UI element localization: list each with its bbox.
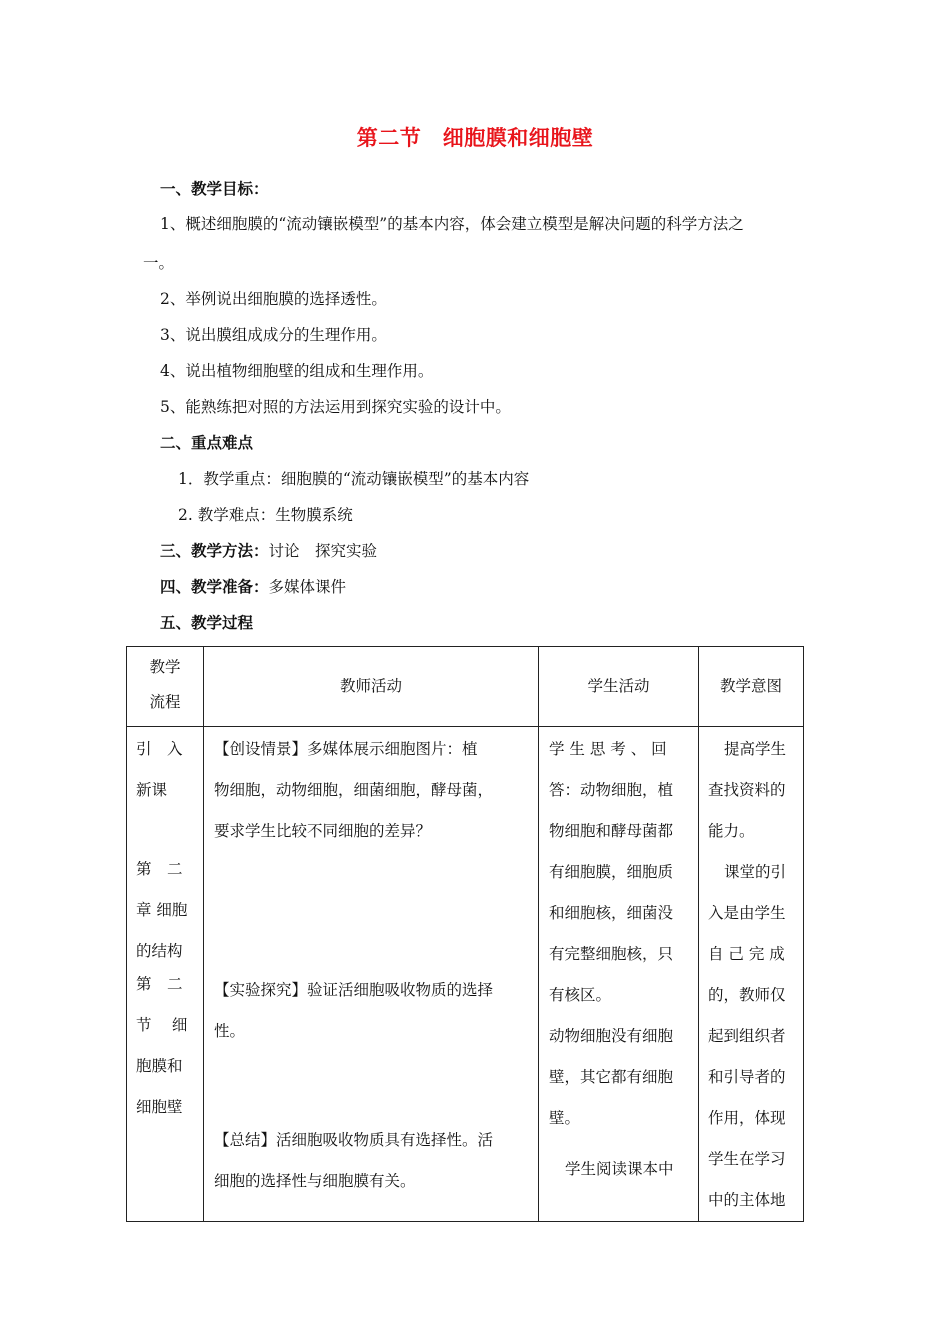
student-line: 壁。	[549, 1109, 581, 1127]
teacher-line: 【创设情景】多媒体展示细胞图片：植	[214, 740, 478, 758]
objective-item: 5、能熟练把对照的方法运用到探究实验的设计中。	[160, 398, 511, 416]
intent-line: 学生在学习	[708, 1150, 786, 1168]
flow-line: 节 细	[136, 1016, 188, 1034]
student-line: 物细胞和酵母菌都	[549, 822, 674, 840]
header-flow	[127, 647, 204, 727]
document-title: 第二节 细胞膜和细胞壁	[356, 126, 594, 150]
intent-line: 查找资料的	[708, 781, 786, 799]
intent-line: 中的主体地	[708, 1191, 786, 1209]
intent-line: 和引导者的	[708, 1068, 786, 1086]
flow-line: 细胞壁	[136, 1098, 183, 1116]
objective-item: 4、说出植物细胞壁的组成和生理作用。	[160, 362, 434, 380]
header-flow-line: 流程	[149, 693, 181, 711]
teaching-prep-line	[160, 577, 346, 597]
teacher-line: 性。	[214, 1022, 246, 1040]
flow-line: 章 细胞	[136, 901, 188, 919]
intent-line: 能力。	[708, 822, 755, 840]
section-heading-objectives: 一、教学目标：	[160, 180, 269, 198]
student-line: 有核区。	[549, 986, 612, 1004]
objective-item: 3、说出膜组成成分的生理作用。	[160, 326, 387, 344]
table-row	[127, 727, 804, 1222]
student-line: 答：动物细胞，植	[549, 781, 674, 799]
student-line: 学生阅读课本中	[565, 1160, 674, 1178]
flow-cell	[127, 727, 204, 1222]
teaching-method-line	[160, 541, 377, 561]
student-line: 壁，其它都有细胞	[549, 1068, 674, 1086]
intent-line: 作用，体现	[708, 1109, 786, 1127]
teacher-activity-cell	[204, 727, 539, 1222]
header-teacher: 教师活动	[204, 647, 539, 727]
objective-item: 1、概述细胞膜的“流动镶嵌模型”的基本内容，体会建立模型是解决问题的科学方法之	[160, 215, 744, 233]
intent-line: 起到组织者	[708, 1027, 786, 1045]
intent-cell	[699, 727, 804, 1222]
teaching-prep-value: 多媒体课件	[268, 578, 347, 596]
objective-item: 一。	[143, 254, 175, 272]
intent-line: 的，教师仅	[708, 986, 786, 1004]
flow-line: 第 二	[136, 860, 183, 878]
intent-line: 提高学生	[724, 740, 787, 758]
intent-line: 自 己 完 成	[708, 945, 785, 963]
section-heading-key-points: 二、重点难点	[160, 434, 254, 452]
student-line: 动物细胞没有细胞	[549, 1027, 674, 1045]
table-header-row	[127, 647, 804, 727]
flow-line: 胞膜和	[136, 1057, 183, 1075]
student-line	[549, 1139, 690, 1149]
student-line: 有完整细胞核，只	[549, 945, 674, 963]
student-line: 有细胞膜，细胞质	[549, 863, 674, 881]
teaching-process-table	[126, 646, 804, 1222]
header-student: 学生活动	[539, 647, 699, 727]
student-line: 和细胞核，细菌没	[549, 904, 674, 922]
teacher-line: 细胞的选择性与细胞膜有关。	[214, 1172, 416, 1190]
teaching-method-value: 讨论 探究实验	[268, 542, 378, 560]
objective-item: 2、举例说出细胞膜的选择透性。	[160, 290, 387, 308]
key-point-item: 2. 教学难点：生物膜系统	[178, 506, 353, 524]
flow-line: 的结构	[136, 942, 183, 960]
teacher-line: 要求学生比较不同细胞的差异？	[214, 822, 432, 840]
teacher-line: 【总结】活细胞吸收物质具有选择性。活	[214, 1131, 494, 1149]
section-heading-prep: 四、教学准备：	[160, 578, 269, 596]
teacher-line: 【实验探究】验证活细胞吸收物质的选择	[214, 981, 494, 999]
flow-line: 第 二	[136, 975, 183, 993]
intent-line: 课堂的引	[724, 863, 787, 881]
section-heading-method: 三、教学方法：	[160, 542, 269, 560]
header-flow-line: 教学	[149, 658, 181, 676]
teacher-line: 物细胞，动物细胞，细菌细胞，酵母菌，	[214, 781, 494, 799]
student-line: 学 生 思 考 、 回	[549, 740, 667, 758]
section-heading-process: 五、教学过程	[160, 614, 254, 632]
flow-line: 引 入	[136, 740, 183, 758]
key-point-item: 1．教学重点：细胞膜的“流动镶嵌模型”的基本内容	[178, 470, 530, 488]
student-activity-cell	[539, 727, 699, 1222]
flow-line: 新课	[136, 781, 168, 799]
intent-line: 入是由学生	[708, 904, 786, 922]
header-intent: 教学意图	[699, 647, 804, 727]
